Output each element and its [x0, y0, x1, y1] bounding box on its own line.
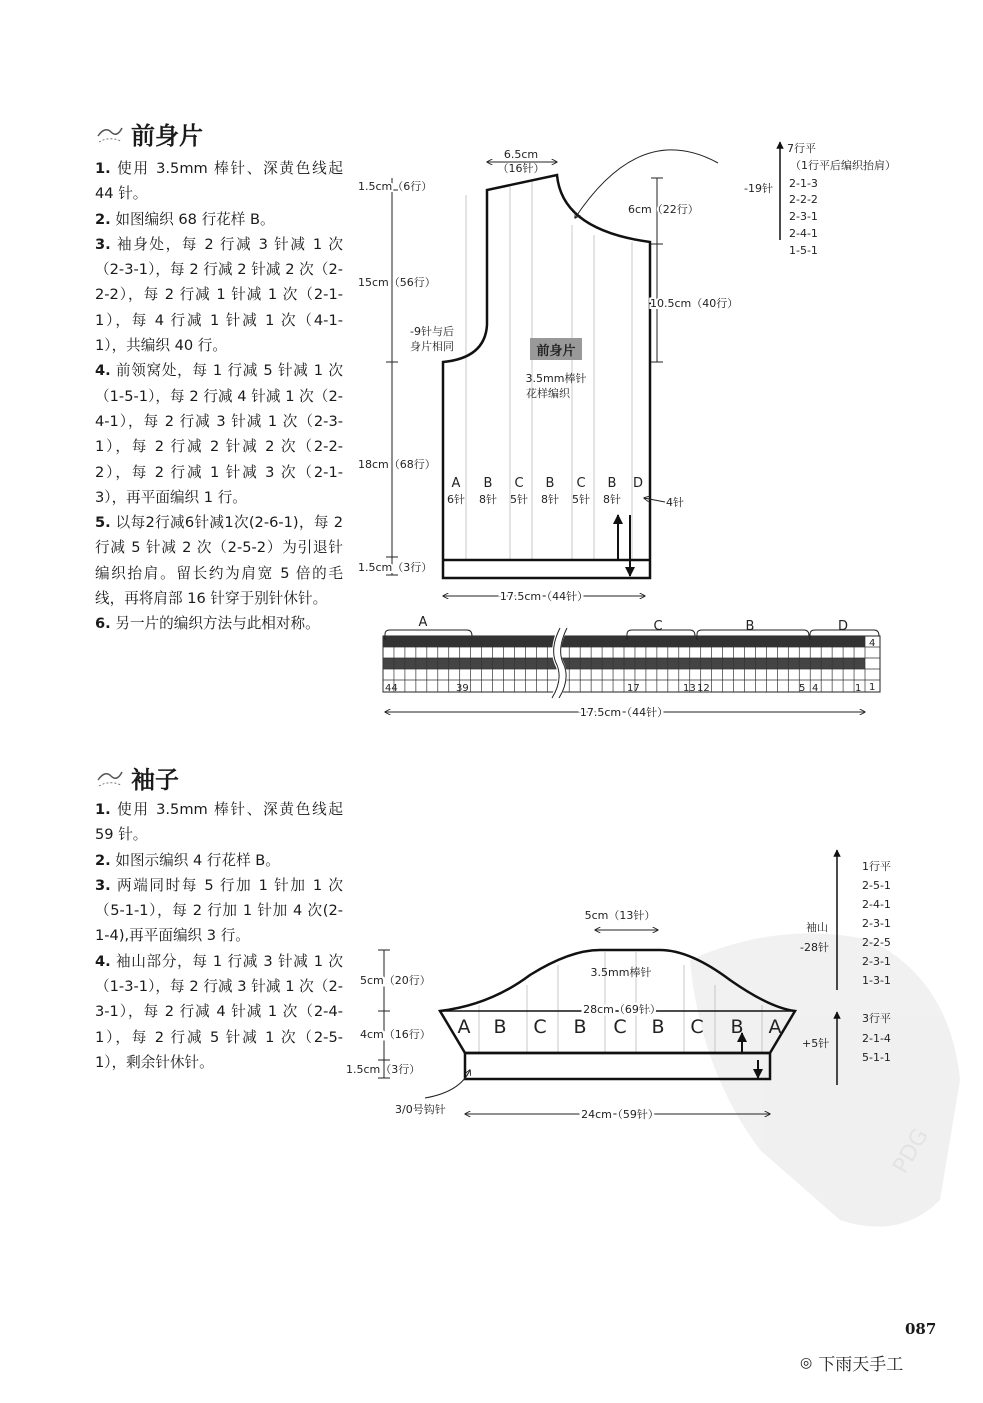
- front-piece-diagram: [358, 142, 896, 603]
- svg-text:2-1-4: 2-1-4: [862, 1032, 891, 1045]
- svg-text:B: B: [607, 476, 617, 491]
- svg-text:1-5-1: 1-5-1: [789, 244, 818, 257]
- svg-text:-28针: -28针: [800, 941, 829, 954]
- svg-text:24cm（59针）: 24cm（59针）: [581, 1108, 659, 1121]
- svg-text:6.5cm: 6.5cm: [503, 148, 539, 161]
- svg-text:D: D: [837, 619, 849, 634]
- svg-text:C: C: [514, 476, 524, 491]
- svg-text:13: 13: [683, 683, 696, 694]
- svg-text:6cm（22行）: 6cm（22行）: [628, 203, 699, 216]
- svg-text:28cm（69针）: 28cm（69针）: [583, 1003, 661, 1016]
- step: 3. 袖身处，每 2 行减 3 针减 1 次（2-3-1），每 2 行减 2 针减 2 次（2-2-2），每 2 行减 1 针减 1 次（2-1-1），每 4 行减 1 针减 1 次（4-1-1），共编织 40 行。: [95, 235, 343, 355]
- svg-text:C: C: [576, 476, 586, 491]
- svg-text:C: C: [533, 1016, 547, 1038]
- page-number: 087: [905, 1320, 937, 1338]
- svg-text:A: A: [768, 1016, 782, 1038]
- step: 5. 以每2行减6针减1次(2-6-1)，每 2 行减 5 针减 2 次（2-5-2）为引退针编织抬肩。留长约为肩宽 5 倍的毛线，再将肩部 16 针穿于别针休针。: [95, 514, 344, 608]
- svg-text:B: B: [745, 619, 755, 634]
- svg-text:B: B: [651, 1016, 665, 1038]
- svg-text:-9针与后: -9针与后: [410, 325, 454, 338]
- svg-text:2-3-1: 2-3-1: [862, 955, 891, 968]
- svg-text:7行平: 7行平: [787, 142, 816, 155]
- svg-text:12: 12: [697, 683, 710, 694]
- step: 1. 使用 3.5mm 棒针、深黄色线起 59 针。: [95, 801, 343, 844]
- svg-text:2-1-3: 2-1-3: [789, 177, 818, 190]
- svg-text:B: B: [545, 476, 555, 491]
- svg-text:17: 17: [627, 683, 640, 694]
- svg-text:C: C: [690, 1016, 704, 1038]
- svg-text:5cm（13针）: 5cm（13针）: [584, 909, 656, 922]
- svg-text:（16针）: （16针）: [497, 162, 545, 175]
- svg-text:C: C: [613, 1016, 627, 1038]
- svg-text:2-2-2: 2-2-2: [789, 193, 818, 206]
- svg-text:1.5cm（3行）: 1.5cm（3行）: [346, 1063, 421, 1076]
- step: 4. 袖山部分，每 1 行减 3 针减 1 次（1-3-1），每 2 行减 3 针减 1 次（2-3-1），每 2 行减 4 针减 1 次（2-4-1），每 2 行减 5 针减 1 次（2-5-1），剩余针休针。: [95, 952, 343, 1071]
- svg-text:4: 4: [812, 683, 819, 694]
- svg-text:6针: 6针: [447, 493, 465, 506]
- svg-text:10.5cm（40行）: 10.5cm（40行）: [650, 297, 739, 310]
- step: 6. 另一片的编织方法与此相对称。: [95, 615, 320, 633]
- sleeve-title: 袖子: [131, 766, 179, 794]
- svg-text:2-4-1: 2-4-1: [862, 898, 891, 911]
- step: 1. 使用 3.5mm 棒针、深黄色线起 44 针。: [95, 160, 343, 203]
- svg-text:B: B: [483, 476, 493, 491]
- svg-text:2-5-1: 2-5-1: [862, 879, 891, 892]
- svg-text:B: B: [493, 1016, 507, 1038]
- svg-text:2-3-1: 2-3-1: [862, 917, 891, 930]
- svg-text:8针: 8针: [541, 493, 559, 506]
- svg-text:1行平: 1行平: [862, 860, 891, 873]
- step: 4. 前领窝处，每 1 行减 5 针减 1 次（1-5-1），每 2 行减 4 针减 1 次（2-4-1），每 2 行减 3 针减 1 次（2-3-1），每 2 行减 2 针减 2 次（2-2-2），每 2 行减 1 针减 3 次（2-1-3），再平面编织 1 行。: [95, 362, 343, 506]
- svg-text:44: 44: [385, 683, 398, 694]
- svg-text:17.5cm（44针）: 17.5cm（44针）: [579, 706, 669, 719]
- svg-text:1: 1: [869, 682, 876, 693]
- svg-text:1-3-1: 1-3-1: [862, 974, 891, 987]
- svg-text:身片相同: 身片相同: [410, 340, 454, 353]
- svg-text:15cm（56行）: 15cm（56行）: [358, 276, 436, 289]
- svg-text:B: B: [573, 1016, 587, 1038]
- svg-text:1.5cm（3行）: 1.5cm（3行）: [358, 561, 433, 574]
- piece-label: 前身片: [536, 344, 576, 359]
- footer-account: ◎ 下雨天手工: [800, 1354, 904, 1375]
- watermark-text: PDG: [888, 1124, 934, 1178]
- svg-text:1: 1: [855, 683, 862, 694]
- step: 2. 如图编织 68 行花样 B。: [95, 210, 275, 228]
- svg-text:3行平: 3行平: [862, 1012, 891, 1025]
- svg-text:4针: 4针: [666, 496, 684, 509]
- svg-text:A: A: [457, 1016, 471, 1038]
- svg-text:8针: 8针: [603, 493, 621, 506]
- step: 3. 两端同时每 5 行加 1 针加 1 次（5-1-1），每 2 行加 1 针加 4 次(2-1-4),再平面编织 3 行。: [95, 876, 343, 945]
- svg-text:+5针: +5针: [802, 1037, 830, 1050]
- svg-text:-19针: -19针: [744, 182, 773, 195]
- wechat-icon: ◎: [800, 1354, 813, 1371]
- svg-text:2-4-1: 2-4-1: [789, 227, 818, 240]
- svg-text:3.5mm棒针: 3.5mm棒针: [590, 966, 652, 979]
- step: 2. 如图示编织 4 行花样 B。: [95, 851, 280, 869]
- svg-text:A: A: [418, 615, 428, 630]
- front-piece-title: 前身片: [131, 122, 203, 150]
- svg-text:4: 4: [869, 638, 876, 649]
- svg-text:3/0号钩针: 3/0号钩针: [395, 1103, 446, 1116]
- svg-text:D: D: [632, 476, 644, 491]
- needle-label: 3.5mm棒针: [525, 372, 587, 385]
- svg-text:5cm（20行）: 5cm（20行）: [360, 974, 431, 987]
- stitch-chart: [383, 615, 880, 719]
- svg-text:18cm（68行）: 18cm（68行）: [358, 458, 436, 471]
- svg-text:39: 39: [456, 683, 469, 694]
- svg-text:A: A: [451, 476, 461, 491]
- svg-text:袖山: 袖山: [806, 921, 828, 934]
- svg-text:5: 5: [799, 683, 806, 694]
- pattern-label: 花样编织: [526, 387, 570, 400]
- svg-text:5-1-1: 5-1-1: [862, 1051, 891, 1064]
- svg-text:17.5cm（44针）: 17.5cm（44针）: [499, 590, 589, 603]
- svg-text:B: B: [730, 1016, 744, 1038]
- svg-text:C: C: [653, 619, 663, 634]
- svg-text:8针: 8针: [479, 493, 497, 506]
- svg-text:5针: 5针: [510, 493, 528, 506]
- svg-text:1.5cm（6行）: 1.5cm（6行）: [358, 180, 433, 193]
- svg-text:5针: 5针: [572, 493, 590, 506]
- svg-text:2-2-5: 2-2-5: [862, 936, 891, 949]
- svg-text:2-3-1: 2-3-1: [789, 210, 818, 223]
- svg-text:4cm（16行）: 4cm（16行）: [360, 1028, 431, 1041]
- svg-text:（1行平后编织抬肩）: （1行平后编织抬肩）: [790, 159, 896, 172]
